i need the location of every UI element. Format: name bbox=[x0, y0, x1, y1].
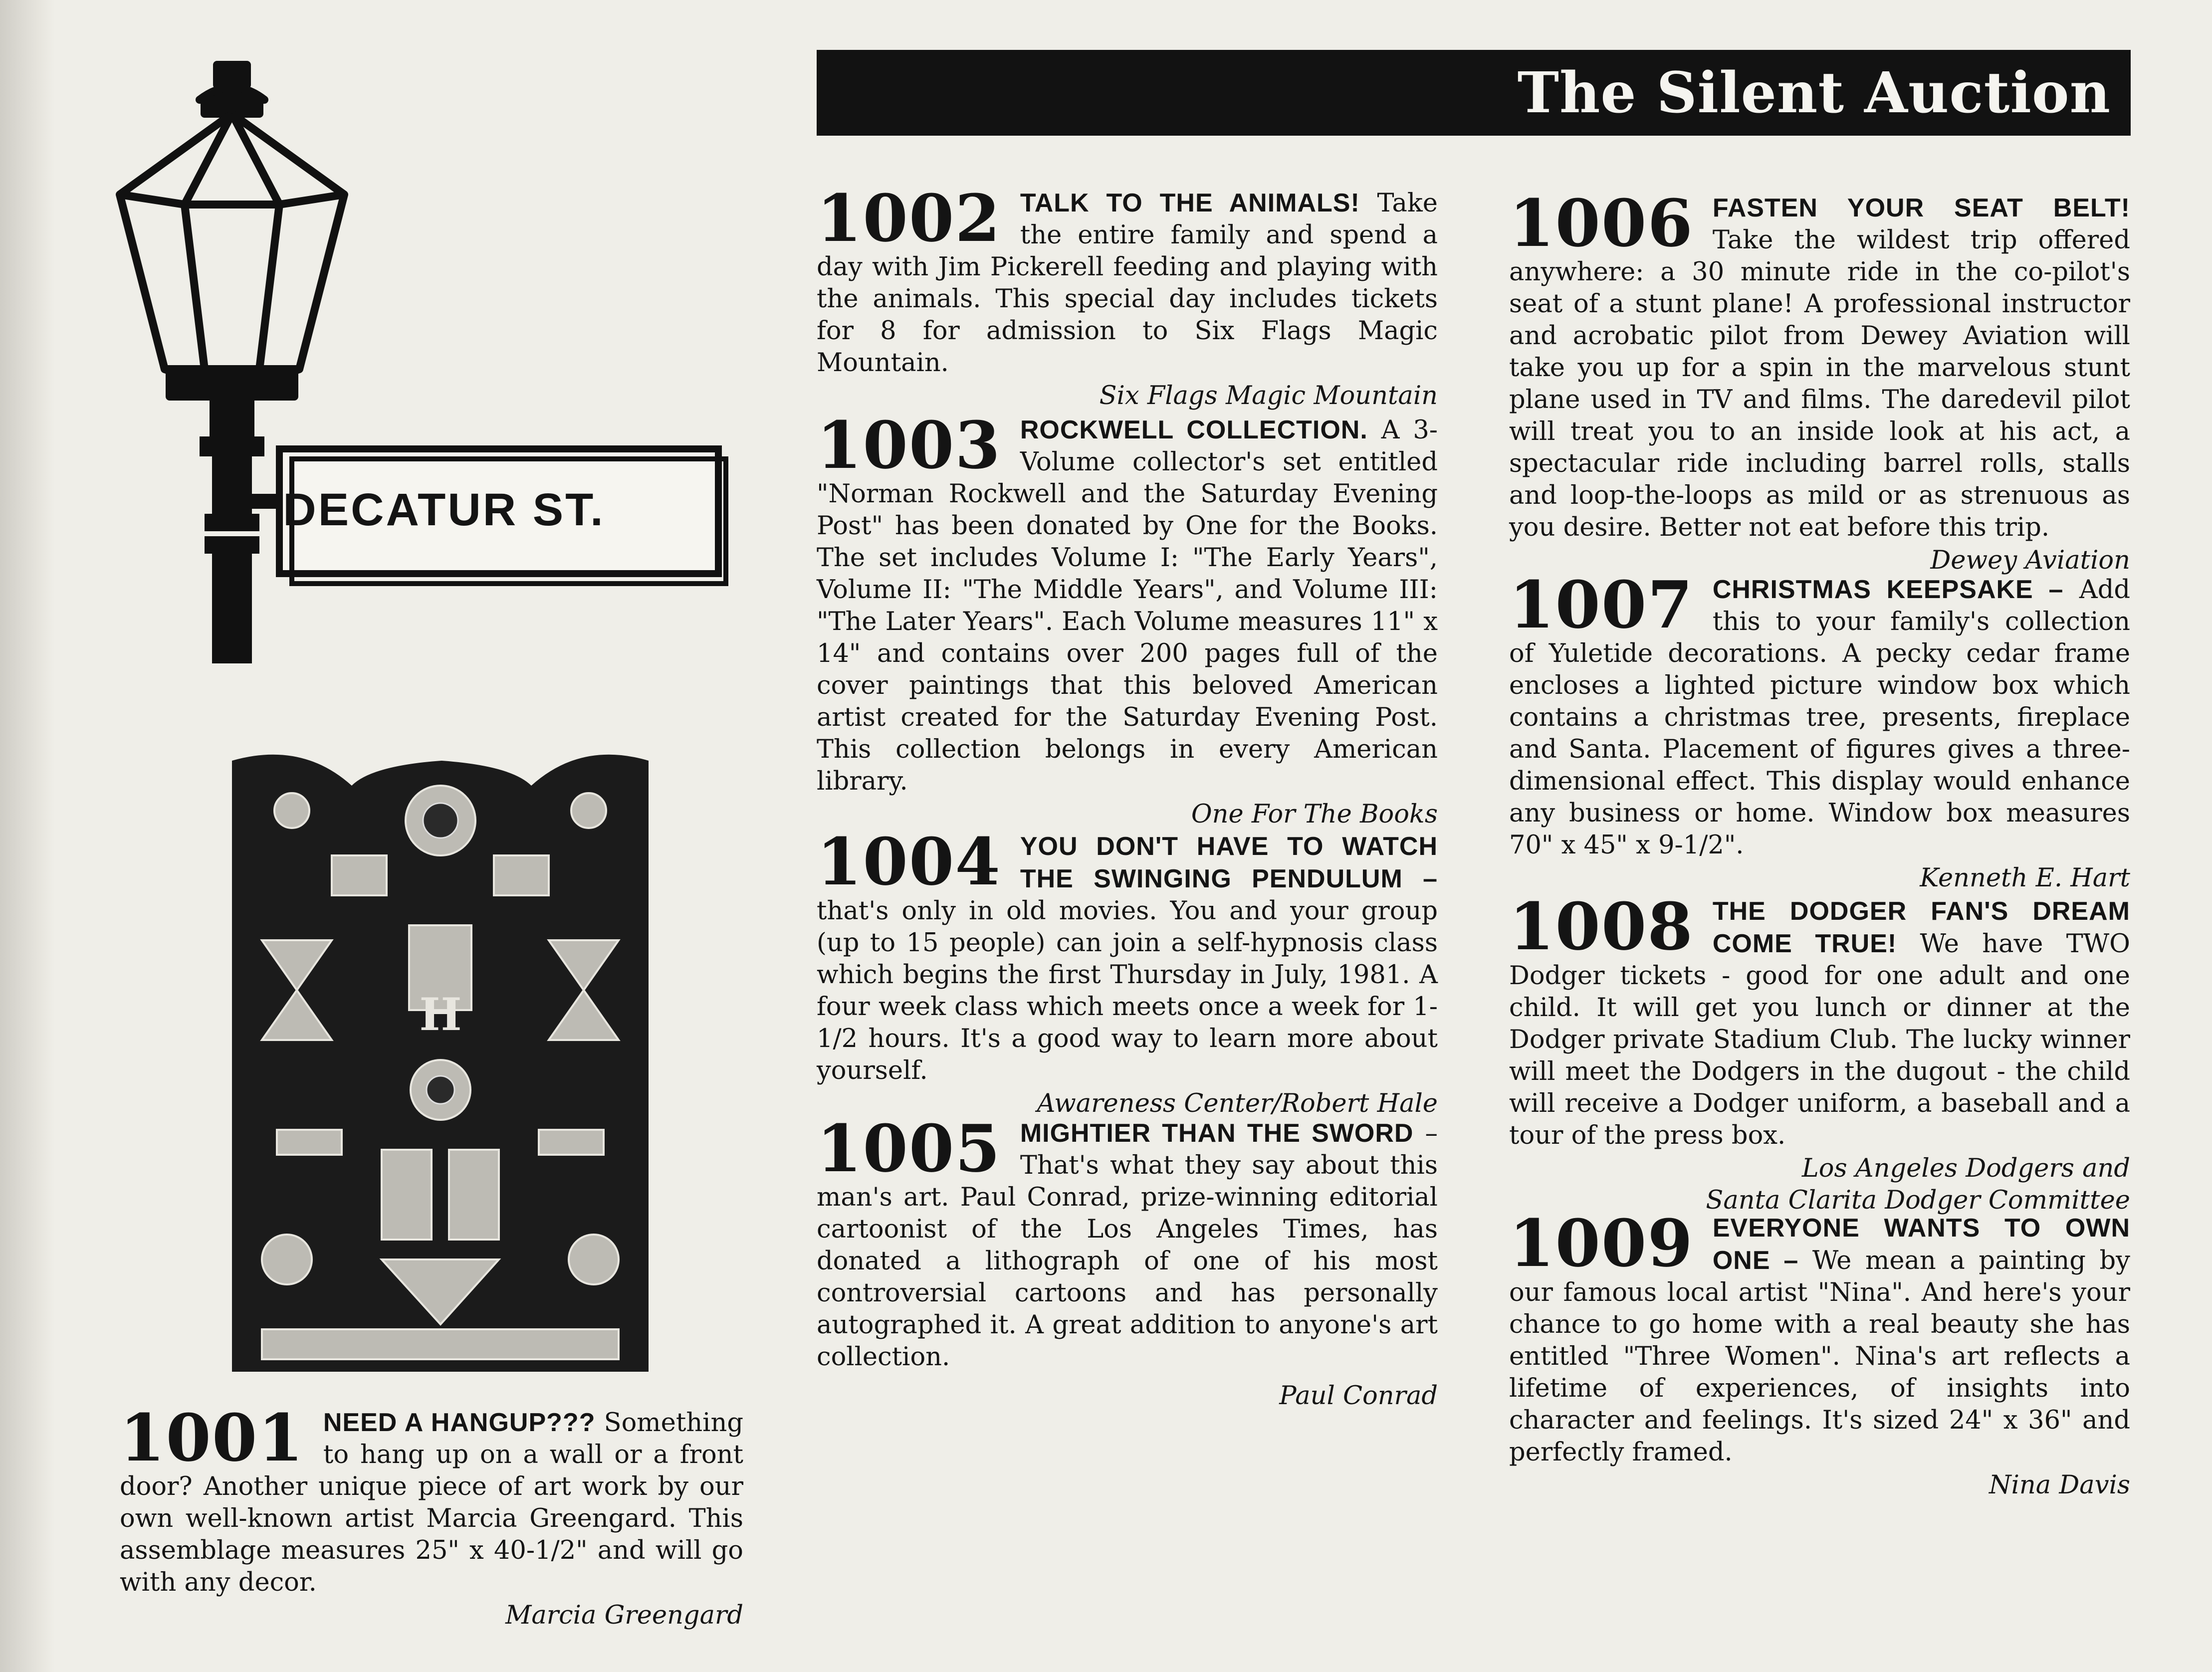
item-description: that's only in old movies. You and your group (up to 15 people) can join a self-hypnosis class which begins the first Thursday in July, 1981. A four week class which meets once a week for 1-1/2 hours. It's a good way to learn more about yourself. bbox=[817, 896, 1438, 1085]
item-number: 1001 bbox=[120, 1400, 304, 1476]
item-number: 1005 bbox=[817, 1110, 1001, 1187]
item-number: 1009 bbox=[1509, 1205, 1694, 1281]
item-description: We have TWO Dodger tickets - good for one adult and one child. It will get you lunch or dinner at the Dodger private Stadium Club. The lucky winner will meet the Dodgers in the dugout - the child will receive a Dodger uniform, a baseball and a tour of the press box. bbox=[1509, 929, 2130, 1150]
auction-item-1008 bbox=[1509, 888, 2130, 1217]
item-heading: FASTEN YOUR SEAT BELT! bbox=[1712, 194, 2130, 222]
item-number: 1002 bbox=[817, 180, 1001, 256]
auction-item-1006 bbox=[1509, 185, 2130, 577]
item-donor: One For The Books bbox=[1191, 800, 1438, 829]
page-gutter-shadow bbox=[0, 0, 55, 1672]
item-number: 1004 bbox=[817, 824, 1001, 900]
item-description: Take the wildest trip offered anywhere: a 30 minute ride in the co-pilot's seat of a stunt plane! A professional instructor and acrobatic pilot from Dewey Aviation will take you up for a spin in the marvelous stunt plane used in TV and films. The daredevil pilot will treat you to an inside look at his act, a spectacular ride including barrel rolls, stalls and loop-the-loops as mild or as strenuous as you desire. Better not eat before this trip. bbox=[1509, 225, 2130, 542]
item-number: 1007 bbox=[1509, 567, 1694, 643]
svg-text:H: H bbox=[419, 988, 462, 1041]
item-number: 1003 bbox=[817, 407, 1001, 483]
item-heading: ROCKWELL COLLECTION. bbox=[1020, 416, 1368, 444]
item-donor: Paul Conrad bbox=[1279, 1381, 1438, 1411]
item-heading: THE DODGER FAN'S DREAM COME TRUE! bbox=[1712, 897, 2130, 958]
auction-item-1001 bbox=[120, 1400, 743, 1632]
item-description: – That's what they say about this man's art. Paul Conrad, prize-winning editorial cartoonist of the Los Angeles Times, has donated a lithograph of one of his most controversial cartoons and has personally autographed it. A great addition to anyone's art collection. bbox=[817, 1119, 1438, 1372]
item-donor: Kenneth E. Hart bbox=[1920, 863, 2130, 893]
item-description: We mean a painting by our famous local artist "Nina". And here's your chance to go home with a real beauty she has entitled "Three Women". Nina's art reflects a lifetime of experiences, of insights into character and feelings. It's sized 24" x 36" and perfectly framed. bbox=[1509, 1246, 2130, 1467]
item-donor: Los Angeles Dodgers and bbox=[1801, 1154, 2130, 1183]
item-heading: CHRISTMAS KEEPSAKE – bbox=[1712, 575, 2064, 604]
item-heading: NEED A HANGUP??? bbox=[323, 1408, 596, 1437]
item-description: Take the entire family and spend a day with Jim Pickerell feeding and playing with the animals. This special day includes tickets for 8 for admission to Six Flags Magic Mountain. bbox=[817, 189, 1438, 378]
item-description: A 3-Volume collector's set entitled "Norman Rockwell and the Saturday Evening Post" has been donated by One for the Books. The set includes Volume I: "The Early Years", Volume II: "The Middle Years", and Volume III: "The Later Years". Each Volume measures 11" x 14" and contains over 200 pages full of the cover paintings that this beloved American artist created for the Saturday Evening Post. This collection belongs in every American library. bbox=[817, 416, 1438, 796]
item-heading: MIGHTIER THAN THE SWORD bbox=[1020, 1119, 1414, 1148]
item-number: 1006 bbox=[1509, 185, 1694, 261]
street-lamp-illustration bbox=[110, 55, 738, 668]
item-description: Something to hang up on a wall or a front door? Another unique piece of art work by our own well-known artist Marcia Greengard. This assemblage measures 25" x 40-1/2" and will go with any decor. bbox=[120, 1408, 743, 1597]
item-donor: Dewey Aviation bbox=[1930, 546, 2130, 575]
item-description: Add this to your family's collection of Yuletide decorations. A pecky cedar frame encloses a lighted picture window box which contains a christmas tree, presents, fireplace and Santa. Placement of figures gives a three-dimensional effect. This display would enhance any business or home. Window box measures 70" x 45" x 9-1/2". bbox=[1509, 575, 2131, 860]
page-title: The Silent Auction bbox=[1517, 60, 2111, 126]
item-donor: Nina Davis bbox=[1989, 1470, 2130, 1500]
item-heading: YOU DON'T HAVE TO WATCH THE SWINGING PENDULUM – bbox=[1020, 832, 1438, 893]
auction-item-1004 bbox=[817, 824, 1438, 1120]
auction-item-1007 bbox=[1509, 567, 2131, 894]
assemblage-artwork-photo bbox=[232, 731, 649, 1372]
item-donor-line-2: Santa Clarita Dodger Committee bbox=[1706, 1186, 2130, 1215]
item-number: 1008 bbox=[1509, 888, 1694, 965]
header-banner bbox=[817, 50, 2131, 136]
auction-item-1002 bbox=[817, 180, 1438, 412]
item-heading: TALK TO THE ANIMALS! bbox=[1020, 189, 1360, 217]
item-heading: EVERYONE WANTS TO OWN ONE – bbox=[1712, 1214, 2130, 1275]
auction-item-1009 bbox=[1509, 1205, 2130, 1501]
item-donor: Awareness Center/Robert Hale bbox=[1037, 1089, 1438, 1118]
street-sign-text: DECATUR ST. bbox=[283, 484, 605, 535]
auction-item-1005 bbox=[817, 1110, 1438, 1412]
item-donor: Six Flags Magic Mountain bbox=[1099, 381, 1438, 411]
auction-item-1003 bbox=[817, 407, 1438, 831]
item-donor: Marcia Greengard bbox=[505, 1601, 743, 1630]
